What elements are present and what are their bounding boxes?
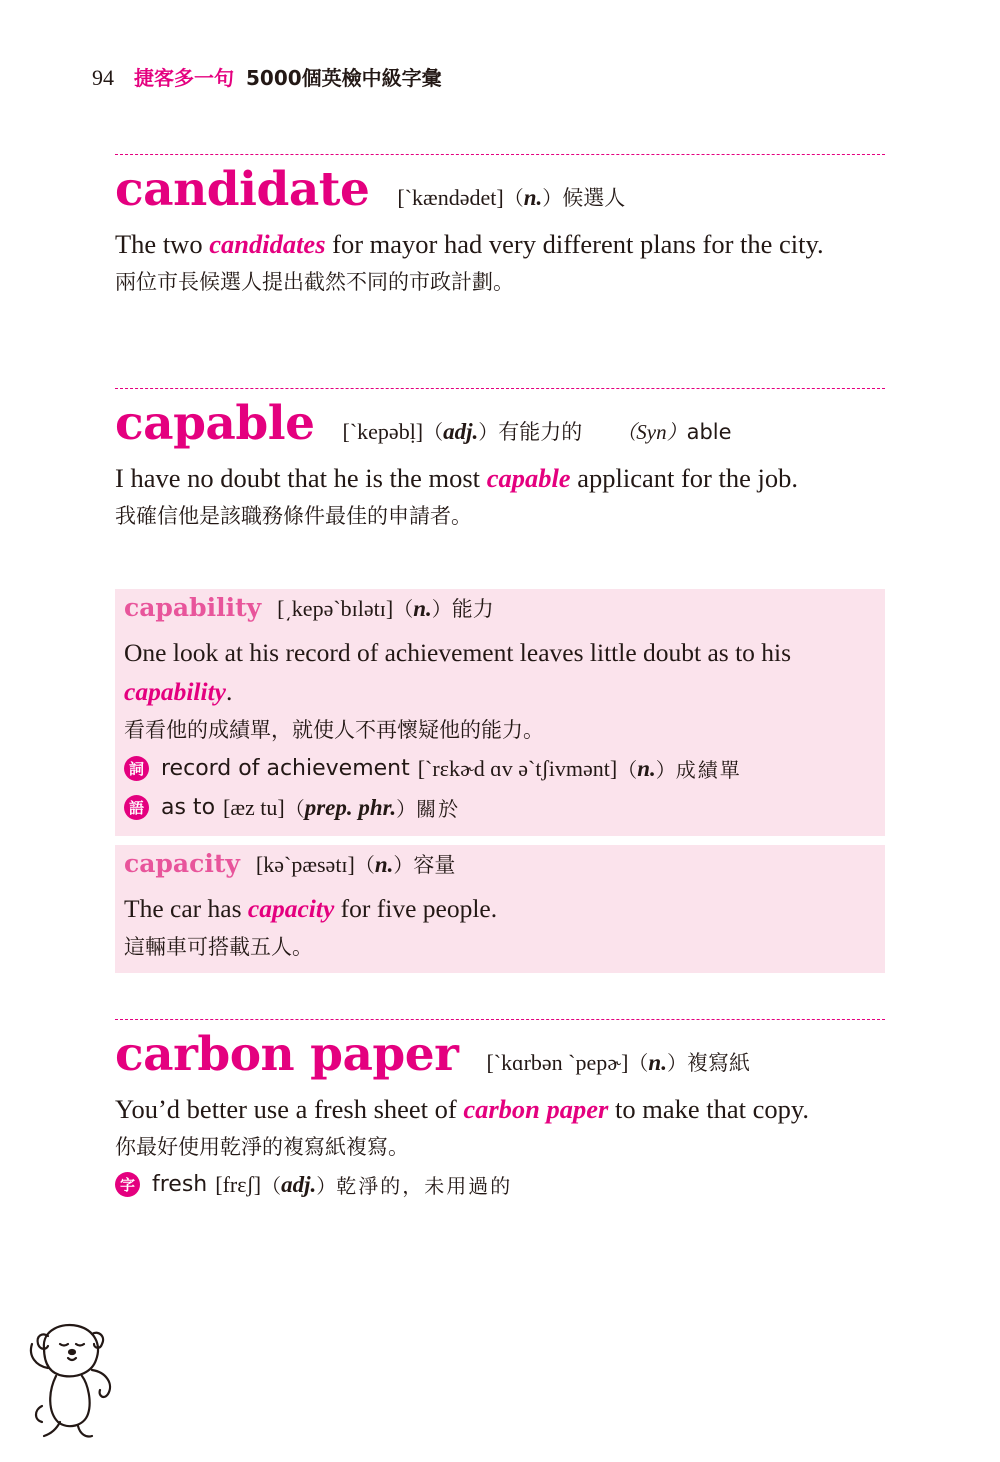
derivative-head: capability [͵kepəˋbɪlətɪ] （ n. ） 能力 xyxy=(124,593,494,622)
pronunciation: [kəˋpæsətɪ] xyxy=(255,852,355,877)
entry-head: capable [ˋkepəbḷ] （ adj. ） 有能力的 （Syn） able xyxy=(115,396,732,451)
note-term: as to xyxy=(161,795,216,820)
highlight-word: capability xyxy=(124,677,226,706)
pronunciation: [ˋkɑrbən ˋpepɚ] xyxy=(486,1050,629,1075)
headword: candidate xyxy=(115,162,370,217)
example-sentence: I have no doubt that he is the most capable applicant for the job. xyxy=(115,463,798,493)
derivative-word: capacity xyxy=(124,849,240,878)
part-of-speech: n. xyxy=(413,596,432,621)
note-meaning: 關於 xyxy=(416,797,461,821)
vocab-note: 詞 record of achievement [ˋrɛkɚd ɑv əˋtʃivmənt] （ n. ） 成績單 xyxy=(124,749,876,788)
note-pos: n. xyxy=(637,755,656,781)
vocab-note: 語 as to [æz tu] （ prep. phr. ） 關於 xyxy=(124,788,876,827)
highlight-word: candidates xyxy=(209,229,326,259)
pronunciation: [͵kepəˋbɪlətɪ] xyxy=(277,596,394,621)
note-term: record of achievement xyxy=(161,756,410,781)
note-pronunciation: [frɛʃ] xyxy=(215,1171,262,1197)
pronunciation: [ˋkepəbḷ] xyxy=(342,419,424,444)
derivative-head: capacity [kəˋpæsətɪ] （ n. ） 容量 xyxy=(124,849,456,878)
note-pronunciation: [æz tu] xyxy=(223,794,285,820)
meaning: 有能力的 xyxy=(498,420,583,444)
note-term: fresh xyxy=(152,1172,208,1197)
series-title: 捷客多一句 xyxy=(134,66,234,90)
synonym-label: （Syn） xyxy=(616,420,687,444)
entry-divider xyxy=(115,154,885,155)
highlight-word: carbon paper xyxy=(463,1094,609,1124)
meaning: 能力 xyxy=(451,597,494,621)
example-translation: 這輛車可搭載五人。 xyxy=(124,935,313,959)
page-number: 94 xyxy=(92,65,114,90)
example-translation: 看看他的成績單，就使人不再懷疑他的能力。 xyxy=(124,718,544,742)
synonym-word: able xyxy=(686,420,732,444)
vocab-note: 字 fresh [frɛʃ] （ adj. ） 乾淨的，未用過的 xyxy=(115,1165,885,1204)
page-header xyxy=(92,62,442,98)
note-pronunciation: [ˋrɛkɚd ɑv əˋtʃivmənt] xyxy=(417,755,618,781)
example-translation: 我確信他是該職務條件最佳的申請者。 xyxy=(115,504,472,528)
derivative-box-capability xyxy=(115,589,885,836)
part-of-speech: adj. xyxy=(443,419,479,444)
example-sentence: One look at his record of achievement leaves little doubt as to his capability. xyxy=(124,638,792,706)
highlight-word: capacity xyxy=(247,894,335,923)
example-sentence: The two candidates for mayor had very different plans for the city. xyxy=(115,229,824,259)
highlight-word: capable xyxy=(486,463,571,493)
part-of-speech: n. xyxy=(374,852,394,877)
example-sentence: The car has capacity for five people. xyxy=(124,894,498,923)
entry-divider xyxy=(115,1019,885,1020)
part-of-speech: n. xyxy=(648,1050,667,1075)
entry-head: candidate [ˋkændədet] （ n. ） 候選人 xyxy=(115,162,626,217)
headword: capable xyxy=(115,396,315,451)
note-pos: adj. xyxy=(281,1171,317,1197)
example-sentence: You’d better use a fresh sheet of carbon paper to make that copy. xyxy=(115,1094,810,1124)
entry-capable xyxy=(115,396,885,534)
meaning: 容量 xyxy=(413,853,456,877)
note-badge-icon: 語 xyxy=(124,795,149,820)
pronunciation: [ˋkændədet] xyxy=(397,185,504,210)
meaning: 複寫紙 xyxy=(686,1051,750,1075)
entry-carbon-paper xyxy=(115,1027,885,1204)
example-translation: 你最好使用乾淨的複寫紙複寫。 xyxy=(115,1135,409,1159)
derivative-box-capacity xyxy=(115,845,885,973)
headword: carbon paper xyxy=(115,1027,459,1082)
mascot-bear-icon xyxy=(22,1318,118,1446)
example-translation: 兩位市長候選人提出截然不同的市政計劃。 xyxy=(115,270,514,294)
note-meaning: 乾淨的，未用過的 xyxy=(336,1174,513,1198)
book-title: 5000個英檢中級字彙 xyxy=(246,66,442,90)
derivative-word: capability xyxy=(124,593,262,622)
part-of-speech: n. xyxy=(523,185,543,210)
note-meaning: 成績單 xyxy=(675,758,742,782)
note-badge-icon: 字 xyxy=(115,1172,140,1197)
entry-head: carbon paper [ˋkɑrbən ˋpepɚ] （ n. ） 複寫紙 xyxy=(115,1027,750,1082)
note-badge-icon: 詞 xyxy=(124,756,149,781)
entry-divider xyxy=(115,388,885,389)
note-pos: prep. phr. xyxy=(304,794,397,820)
entry-candidate xyxy=(115,162,885,300)
meaning: 候選人 xyxy=(562,186,626,210)
